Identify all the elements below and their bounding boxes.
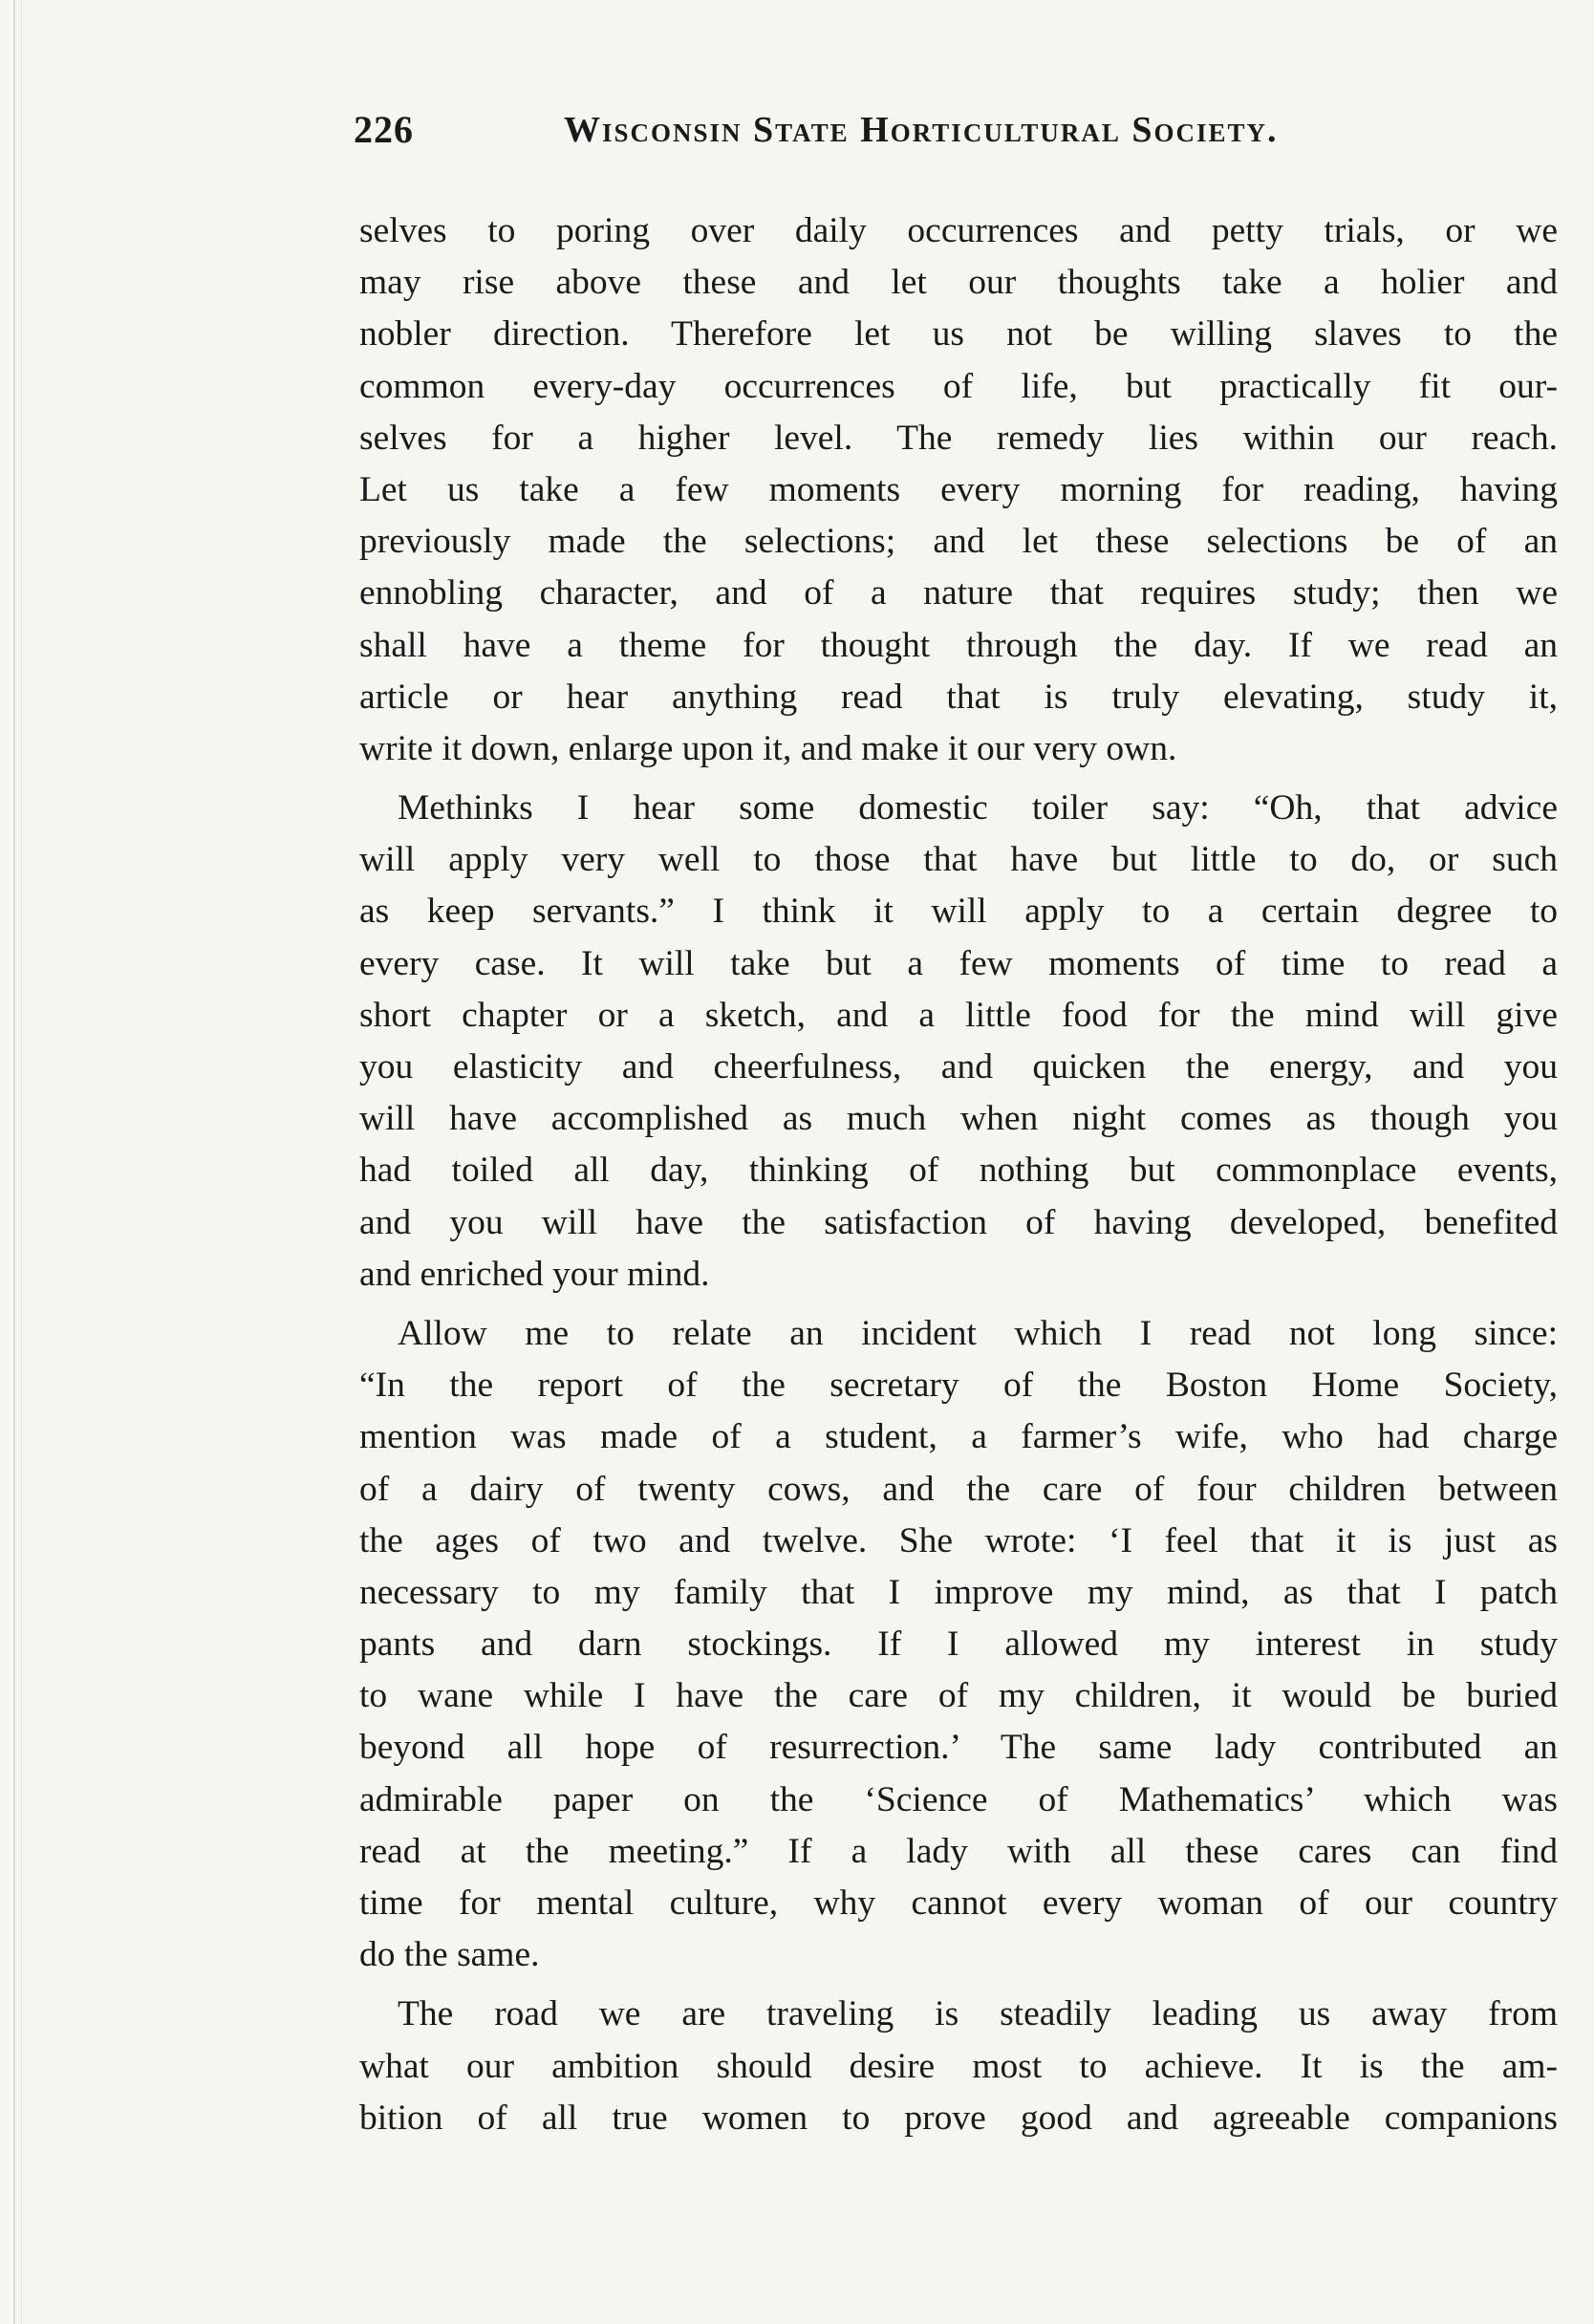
text-line: The road we are traveling is steadily leading us away from xyxy=(398,1994,1558,2034)
text-line: Let us take a few moments every morning for reading, having xyxy=(359,469,1558,509)
paragraph-2 xyxy=(359,783,1558,1301)
text-line: may rise above these and let our thoughts take a holier and xyxy=(359,263,1558,303)
text-line: time for mental culture, why cannot every woman of our country xyxy=(359,1883,1558,1923)
running-head xyxy=(354,96,1558,172)
text-line: and enriched your mind. xyxy=(359,1254,710,1294)
text-line: bition of all true women to prove good and agreeable companions xyxy=(359,2098,1558,2138)
text-line: common every-day occurrences of life, but practically fit our- xyxy=(359,366,1558,406)
text-line: every case. It will take but a few moments of time to read a xyxy=(359,943,1558,983)
text-line: the ages of two and twelve. She wrote: ‘I feel that it is just as xyxy=(359,1520,1558,1560)
text-line: you elasticity and cheerfulness, and quicken the energy, and you xyxy=(359,1047,1558,1087)
running-title: Wisconsin State Horticultural Society. xyxy=(564,110,1279,150)
binding-shadow-line-inner xyxy=(21,0,22,2324)
text-line: selves for a higher level. The remedy lies within our reach. xyxy=(359,418,1558,458)
body-text xyxy=(359,205,1558,2144)
page-number: 226 xyxy=(354,108,414,151)
text-line: mention was made of a student, a farmer’s wife, who had charge xyxy=(359,1417,1558,1457)
text-line: ennobling character, and of a nature that requires study; then we xyxy=(359,573,1558,613)
text-line: as keep servants.” I think it will apply to a certain degree to xyxy=(359,892,1558,932)
text-line: pants and darn stockings. If I allowed my interest in study xyxy=(359,1625,1558,1665)
text-line: selves to poring over daily occurrences and petty trials, or we xyxy=(359,211,1558,250)
text-line: and you will have the satisfaction of having developed, benefited xyxy=(359,1202,1558,1242)
paragraph-4 xyxy=(359,1989,1558,2144)
binding-shadow-line xyxy=(13,0,15,2324)
text-line: admirable paper on the ‘Science of Mathematics’ which was xyxy=(359,1779,1558,1819)
text-line: of a dairy of twenty cows, and the care of four children between xyxy=(359,1469,1558,1509)
paragraph-3 xyxy=(359,1308,1558,1981)
text-line: beyond all hope of resurrection.’ The same lady contributed an xyxy=(359,1728,1558,1768)
text-line: necessary to my family that I improve my mind, as that I patch xyxy=(359,1572,1558,1612)
text-line: Allow me to relate an incident which I read not long since: xyxy=(398,1313,1558,1353)
text-line: nobler direction. Therefore let us not be willing slaves to the xyxy=(359,314,1558,355)
text-line: to wane while I have the care of my children, it would be buried xyxy=(359,1676,1558,1716)
text-line: will have accomplished as much when night comes as though you xyxy=(359,1099,1558,1139)
text-line: had toiled all day, thinking of nothing but commonplace events, xyxy=(359,1151,1558,1191)
text-line: what our ambition should desire most to achieve. It is the am- xyxy=(359,2046,1558,2086)
book-page xyxy=(354,96,1558,2138)
paragraph-1 xyxy=(359,205,1558,775)
text-line: Methinks I hear some domestic toiler say: “Oh, that advice xyxy=(398,788,1558,828)
text-line: write it down, enlarge upon it, and make it our very own. xyxy=(359,728,1177,768)
text-line: read at the meeting.” If a lady with all these cares can find xyxy=(359,1831,1558,1871)
text-line: “In the report of the secretary of the Boston Home Society, xyxy=(359,1366,1558,1406)
text-line: will apply very well to those that have but little to do, or such xyxy=(359,840,1558,880)
text-line: shall have a theme for thought through the day. If we read an xyxy=(359,625,1558,665)
text-line: short chapter or a sketch, and a little food for the mind will give xyxy=(359,995,1558,1035)
text-line: do the same. xyxy=(359,1935,540,1975)
text-line: article or hear anything read that is truly elevating, study it, xyxy=(359,677,1558,717)
text-line: previously made the selections; and let these selections be of an xyxy=(359,522,1558,562)
